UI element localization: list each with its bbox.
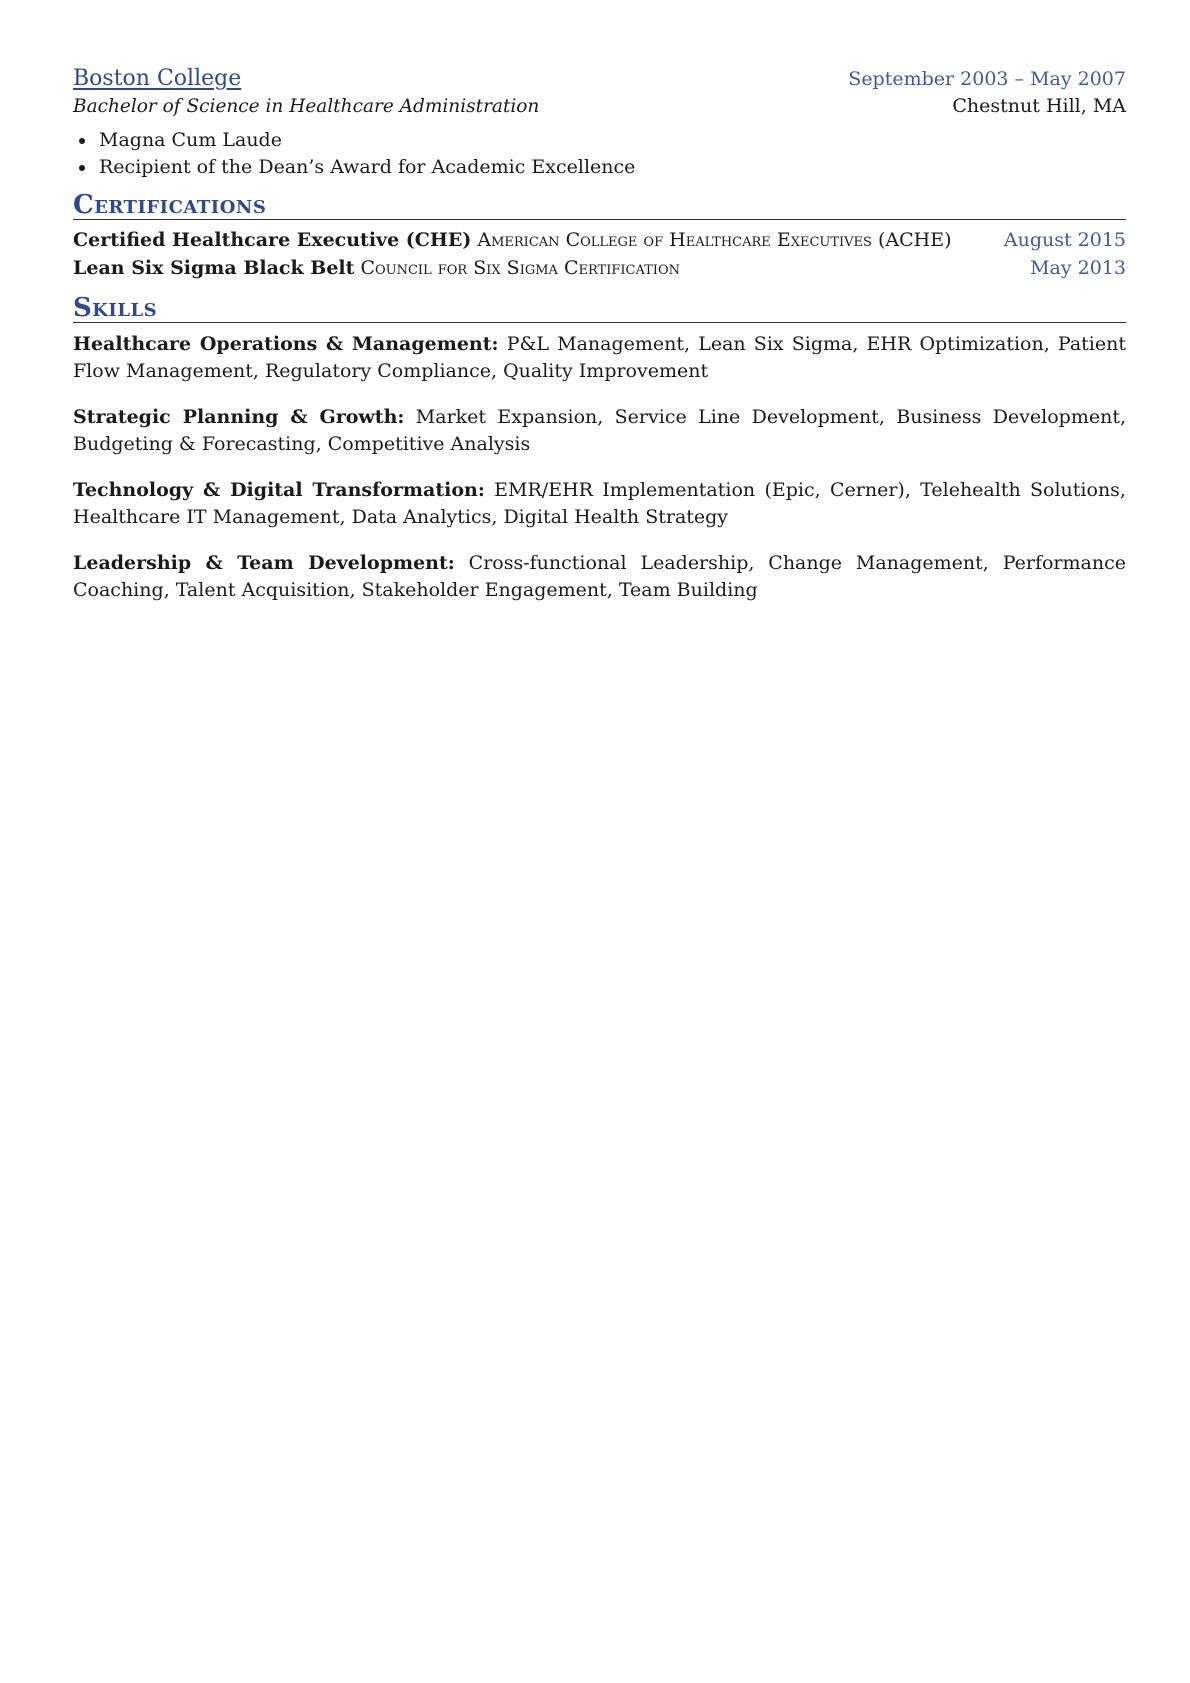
certifications-heading: Certifications [73,191,1126,220]
skill-text: Cross-functional Leadership, Change Management, Performance Coaching, Talent Acquisition, Stakeholder Engagement, Team Building [73,552,1126,601]
skill-category: Leadership & Team Development: [73,552,455,574]
certification-row [73,226,1126,254]
skill-text: EMR/EHR Implementation (Epic, Cerner), Telehealth Solutions, Healthcare IT Management, Data Analytics, Digital Health Strategy [73,479,1126,528]
certification-issuer: Council for Six Sigma Certification [360,257,680,279]
skill-category: Healthcare Operations & Management: [73,333,499,355]
certification-date: May 2013 [1030,257,1126,279]
certification-name: Lean Six Sigma Black Belt [73,257,355,279]
degree-title: Bachelor of Science in Healthcare Administration [73,96,540,117]
education-bullets [73,127,1126,181]
skill-item [73,550,1126,604]
list-item: • Magna Cum Laude [97,127,1126,154]
skill-text: Market Expansion, Service Line Development, Business Development, Budgeting & Forecasting, Competitive Analysis [73,406,1127,455]
education-entry [73,66,1126,181]
skill-item [73,331,1126,385]
certification-name: Certified Healthcare Executive (CHE) [73,229,472,251]
certifications-list [73,226,1126,282]
skill-text: P&L Management, Lean Six Sigma, EHR Optimization, Patient Flow Management, Regulatory Compliance, Quality Improvement [73,333,1126,382]
education-header-row [73,66,1126,91]
certification-row [73,254,1126,282]
certification-date: August 2015 [1003,229,1126,251]
education-subheader-row [73,95,1126,117]
resume-content [73,66,1126,615]
certification-text [73,226,952,254]
education-dates: September 2003 – May 2007 [848,68,1126,90]
skills-list [73,331,1126,604]
certification-text [73,254,680,282]
list-item: • Recipient of the Dean’s Award for Academic Excellence [97,154,1126,181]
certification-issuer: American College of Healthcare Executives (ACHE) [477,229,952,251]
skill-item [73,404,1126,458]
skill-category: Strategic Planning & Growth: [73,406,405,428]
skill-item [73,477,1126,531]
skills-heading: Skills [73,294,1126,323]
skill-category: Technology & Digital Transformation: [73,479,485,501]
school-link[interactable]: Boston College [73,66,242,91]
education-location: Chestnut Hill, MA [952,95,1126,117]
